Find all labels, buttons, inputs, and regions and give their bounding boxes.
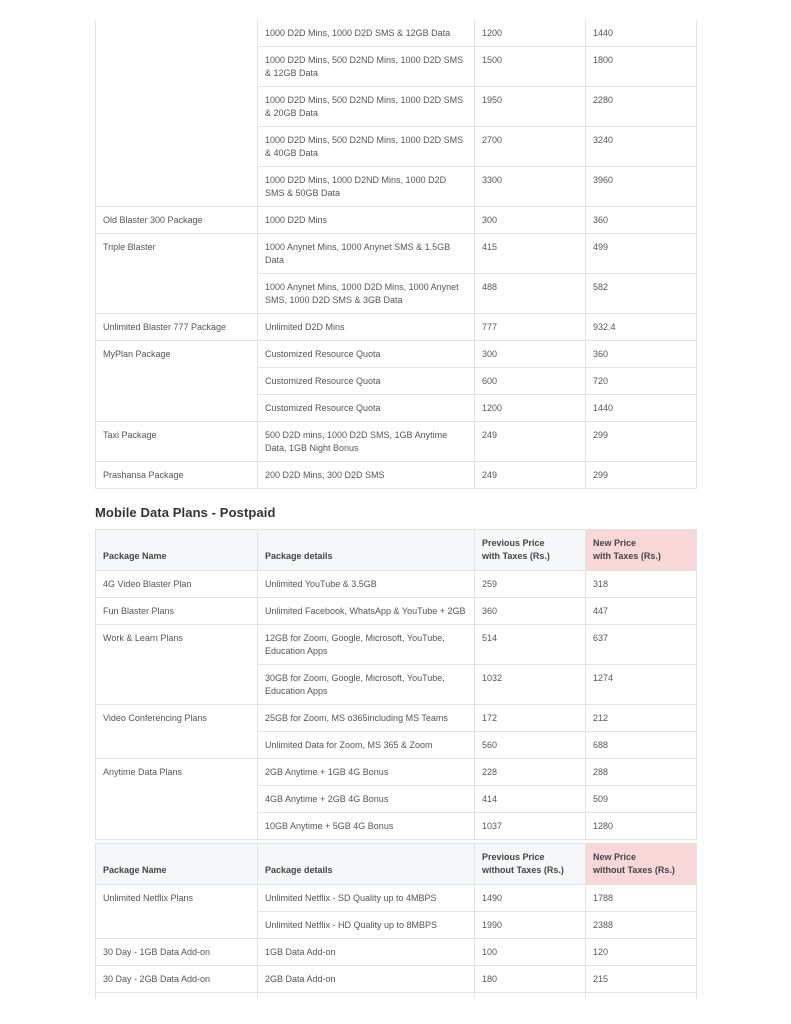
package-name-cell: [96, 20, 258, 207]
table-row: [96, 885, 697, 912]
new-price-cell: 1274: [586, 665, 697, 705]
package-name-cell: MyPlan Package: [96, 341, 258, 422]
previous-price-cell: 1200: [475, 395, 586, 422]
package-details-cell: Unlimited Facebook, WhatsApp & YouTube + 2GB: [258, 598, 475, 625]
table-row: [96, 207, 697, 234]
column-header-previous-price: [475, 530, 586, 571]
table-row: [96, 314, 697, 341]
package-details-cell: 25GB for Zoom, MS o365including MS Teams: [258, 705, 475, 732]
new-price-cell: 120: [586, 939, 697, 966]
previous-price-cell: 414: [475, 786, 586, 813]
package-details-cell: 1000 D2D Mins, 500 D2ND Mins, 1000 D2D SMS & 12GB Data: [258, 47, 475, 87]
package-details-cell: 1GB Data Add-on: [258, 939, 475, 966]
package-details-cell: Unlimited Netflix - SD Quality up to 4MBPS: [258, 885, 475, 912]
header-line: Previous Price: [482, 538, 545, 548]
package-name-cell: Work & Learn Plans: [96, 625, 258, 705]
table-row: [96, 705, 697, 732]
previous-price-cell: 300: [475, 341, 586, 368]
new-price-cell: 1440: [586, 20, 697, 47]
prepaid-packages-table: [95, 20, 697, 489]
column-header-package-details: Package details: [258, 530, 475, 571]
table-row: [96, 759, 697, 786]
new-price-cell: 299: [586, 462, 697, 489]
previous-price-cell: 1032: [475, 665, 586, 705]
header-line: Previous Price: [482, 852, 545, 862]
previous-price-cell: 1200: [475, 20, 586, 47]
previous-price-cell: 1500: [475, 47, 586, 87]
previous-price-cell: 415: [475, 234, 586, 274]
package-details-cell: 1000 Anynet Mins, 1000 Anynet SMS & 1.5GB Data: [258, 234, 475, 274]
previous-price-cell: 1037: [475, 813, 586, 840]
header-line: with Taxes (Rs.): [593, 551, 661, 561]
header-line: with Taxes (Rs.): [482, 551, 550, 561]
previous-price-cell: 1990: [475, 912, 586, 939]
package-name-cell: Taxi Package: [96, 422, 258, 462]
package-name-cell: Anytime Data Plans: [96, 759, 258, 840]
previous-price-cell: 1950: [475, 87, 586, 127]
package-name-cell: Prashansa Package: [96, 462, 258, 489]
previous-price-cell: 600: [475, 368, 586, 395]
package-details-cell: Customized Resource Quota: [258, 368, 475, 395]
column-header-new-price: [586, 530, 697, 571]
package-name-cell: Old Blaster 300 Package: [96, 207, 258, 234]
package-details-cell: Customized Resource Quota: [258, 395, 475, 422]
table-row: [96, 625, 697, 665]
package-details-cell: 1000 D2D Mins, 1000 D2D SMS & 12GB Data: [258, 20, 475, 47]
package-name-cell: Unlimited Blaster 777 Package: [96, 314, 258, 341]
new-price-cell: 932.4: [586, 314, 697, 341]
table-row: [96, 462, 697, 489]
previous-price-cell: 1490: [475, 885, 586, 912]
package-details-cell: 2GB Anytime + 1GB 4G Bonus: [258, 759, 475, 786]
table-row: [96, 234, 697, 274]
new-price-cell: 3960: [586, 167, 697, 207]
previous-price-cell: 172: [475, 705, 586, 732]
header-line: New Price: [593, 538, 637, 548]
new-price-cell: 1800: [586, 47, 697, 87]
table-header-row: [96, 844, 697, 885]
package-name-cell: Unlimited Netflix Plans: [96, 885, 258, 939]
previous-price-cell: 300: [475, 207, 586, 234]
new-price-cell: 212: [586, 705, 697, 732]
package-details-cell: Customized Resource Quota: [258, 341, 475, 368]
package-details-cell: 1000 D2D Mins, 1000 D2ND Mins, 1000 D2D SMS & 50GB Data: [258, 167, 475, 207]
column-header-package-name: Package Name: [96, 844, 258, 885]
previous-price-cell: 360: [475, 598, 586, 625]
package-details-cell: Unlimited YouTube & 3.5GB: [258, 571, 475, 598]
previous-price-cell: 249: [475, 422, 586, 462]
new-price-cell: 2280: [586, 87, 697, 127]
package-name-cell: Video Conferencing Plans: [96, 705, 258, 759]
new-price-cell: 447: [586, 598, 697, 625]
new-price-cell: 2388: [586, 912, 697, 939]
new-price-cell: 3240: [586, 127, 697, 167]
package-details-cell: 500 D2D mins, 1000 D2D SMS, 1GB Anytime Data, 1GB Night Bonus: [258, 422, 475, 462]
package-details-cell: 1000 D2D Mins, 500 D2ND Mins, 1000 D2D SMS & 40GB Data: [258, 127, 475, 167]
previous-price-cell: 2700: [475, 127, 586, 167]
table-row: [96, 20, 697, 47]
table-header-row: [96, 530, 697, 571]
cut-off-cell: [96, 993, 258, 1000]
previous-price-cell: 514: [475, 625, 586, 665]
previous-price-cell: 777: [475, 314, 586, 341]
table-row: [96, 598, 697, 625]
new-price-cell: 1440: [586, 395, 697, 422]
section-title: Mobile Data Plans - Postpaid: [95, 505, 276, 520]
package-details-cell: Unlimited D2D Mins: [258, 314, 475, 341]
previous-price-cell: 3300: [475, 167, 586, 207]
previous-price-cell: 560: [475, 732, 586, 759]
previous-price-cell: 249: [475, 462, 586, 489]
previous-price-cell: 259: [475, 571, 586, 598]
table-row: [96, 571, 697, 598]
package-name-cell: 4G Video Blaster Plan: [96, 571, 258, 598]
previous-price-cell: 100: [475, 939, 586, 966]
table-row: [96, 422, 697, 462]
previous-price-cell: 488: [475, 274, 586, 314]
new-price-cell: 1280: [586, 813, 697, 840]
package-details-cell: 12GB for Zoom, Google, Microsoft, YouTube, Education Apps: [258, 625, 475, 665]
new-price-cell: 360: [586, 207, 697, 234]
package-details-cell: 1000 D2D Mins: [258, 207, 475, 234]
new-price-cell: 688: [586, 732, 697, 759]
package-details-cell: 30GB for Zoom, Google, Microsoft, YouTube, Education Apps: [258, 665, 475, 705]
column-header-new-price: [586, 844, 697, 885]
package-name-cell: Triple Blaster: [96, 234, 258, 314]
cut-off-cell: [258, 993, 475, 1000]
package-name-cell: 30 Day - 1GB Data Add-on: [96, 939, 258, 966]
new-price-cell: 215: [586, 966, 697, 993]
postpaid-data-plans-table: [95, 529, 697, 840]
table-row: [96, 341, 697, 368]
new-price-cell: 637: [586, 625, 697, 665]
header-line: New Price: [593, 852, 637, 862]
new-price-cell: 499: [586, 234, 697, 274]
package-details-cell: 200 D2D Mins, 300 D2D SMS: [258, 462, 475, 489]
new-price-cell: 360: [586, 341, 697, 368]
addon-plans-table: [95, 843, 697, 999]
package-details-cell: 1000 Anynet Mins, 1000 D2D Mins, 1000 Anynet SMS, 1000 D2D SMS & 3GB Data: [258, 274, 475, 314]
header-line: without Taxes (Rs.): [593, 865, 675, 875]
column-header-package-details: Package details: [258, 844, 475, 885]
new-price-cell: 720: [586, 368, 697, 395]
column-header-package-name: Package Name: [96, 530, 258, 571]
package-details-cell: 4GB Anytime + 2GB 4G Bonus: [258, 786, 475, 813]
package-details-cell: 1000 D2D Mins, 500 D2ND Mins, 1000 D2D SMS & 20GB Data: [258, 87, 475, 127]
new-price-cell: 509: [586, 786, 697, 813]
package-details-cell: Unlimited Netflix - HD Quality up to 8MBPS: [258, 912, 475, 939]
package-name-cell: Fun Blaster Plans: [96, 598, 258, 625]
cut-off-cell: [586, 993, 697, 1000]
previous-price-cell: 180: [475, 966, 586, 993]
table-row-partial: [96, 993, 697, 1000]
header-line: without Taxes (Rs.): [482, 865, 564, 875]
new-price-cell: 299: [586, 422, 697, 462]
package-name-cell: 30 Day - 2GB Data Add-on: [96, 966, 258, 993]
table-row: [96, 939, 697, 966]
new-price-cell: 318: [586, 571, 697, 598]
new-price-cell: 1788: [586, 885, 697, 912]
package-details-cell: 10GB Anytime + 5GB 4G Bonus: [258, 813, 475, 840]
cut-off-cell: [475, 993, 586, 1000]
new-price-cell: 288: [586, 759, 697, 786]
new-price-cell: 582: [586, 274, 697, 314]
table-row: [96, 966, 697, 993]
column-header-previous-price: [475, 844, 586, 885]
previous-price-cell: 228: [475, 759, 586, 786]
package-details-cell: 2GB Data Add-on: [258, 966, 475, 993]
package-details-cell: Unlimited Data for Zoom, MS 365 & Zoom: [258, 732, 475, 759]
